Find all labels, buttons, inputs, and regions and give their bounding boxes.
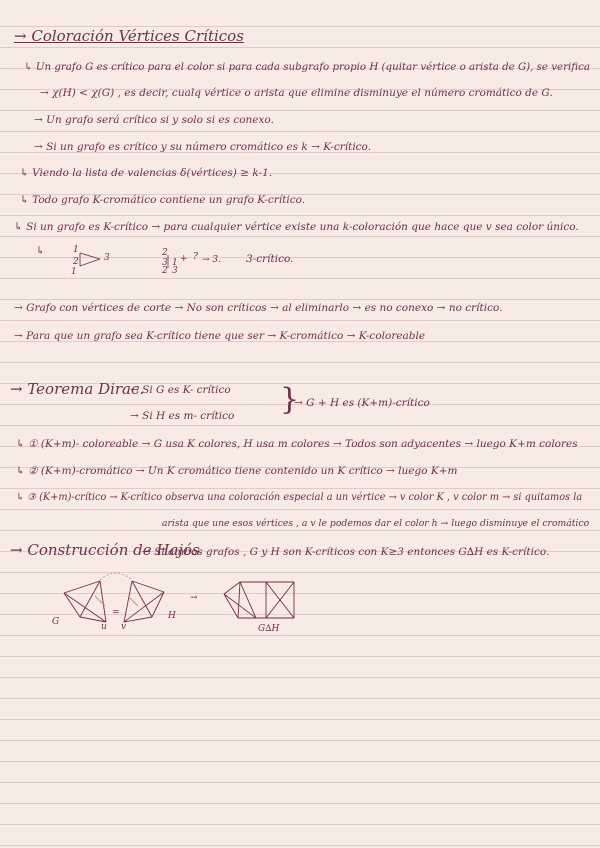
example-vertex-label: 3: [172, 266, 178, 276]
example-vertex-label: 3: [162, 258, 168, 268]
example-text: 3-crítico.: [246, 253, 294, 265]
dirac-step-1: ↳ ① (K+m)- coloreable → G usa K colores, H usa m colores → Todos son adyacentes → luego K+m colores: [16, 438, 578, 450]
critical-def-line2: → χ(H) < χ(G) , es decir, cualq vértice o arista que elimine disminuye el número cromático de G.: [40, 87, 553, 99]
dirac-step-2: ↳ ② (K+m)-cromático → Un K cromático tiene contenido un K crítico → luego K+m: [16, 465, 458, 477]
example-vertex-label: 1: [73, 245, 79, 255]
graph-edge: [224, 582, 240, 594]
hajos-text: → Si ambos grafos , G y H son K-críticos con K≥3 entonces G∆H es K-crítico.: [142, 546, 550, 558]
hajos-label-g: G: [52, 617, 60, 627]
graph-edge: [124, 592, 164, 622]
example-result: → 3.: [202, 255, 221, 265]
graph-edge: [238, 582, 240, 618]
hajos-arrow: →: [190, 593, 198, 603]
graph-edge: [240, 582, 256, 618]
dirac-result: → G + H es (K+m)-crítico: [294, 397, 430, 409]
hajos-label-result: G∆H: [258, 624, 280, 634]
example-question: ?: [193, 252, 198, 262]
example-arrow: ↳: [36, 245, 45, 257]
example-vertex-label: 2: [162, 248, 168, 258]
critical-def-line3: → Un grafo será crítico si y solo si es conexo.: [34, 114, 274, 126]
example-vertex-label: 2: [162, 266, 168, 276]
dirac-brace: }: [280, 382, 300, 417]
graph-edge: [152, 592, 164, 617]
hajos-heading: → Construcción de Hajós: [10, 541, 200, 559]
example-vertex-label: 1: [172, 258, 178, 268]
critical-def-line1: ↳ Un grafo G es crítico para el color si para cada subgrafo propio H (quitar vértice o arista de G), se verifica: [24, 61, 590, 73]
dirac-step-3b: arista que une esos vértices , a v le podemos dar el color h → luego disminuye el cromático: [162, 518, 590, 529]
hajos-label-u: u: [101, 622, 107, 632]
dirac-condition-1: → Si G es K- crítico: [130, 384, 231, 396]
graph-h: [124, 581, 164, 622]
hajos-label-h: H: [168, 611, 176, 621]
graph-edge: [224, 594, 256, 618]
hajos-label-eq: =: [112, 608, 120, 618]
graph-edge: [124, 617, 152, 622]
critical-def-line5: ↳ Viendo la lista de valencias δ(vértices) ≥ k-1.: [20, 167, 273, 179]
graph-g: [64, 581, 106, 622]
dirac-condition-2: → Si H es m- crítico: [130, 410, 235, 422]
dirac-heading: → Teorema Dirac.: [10, 380, 145, 398]
dirac-step-3a: ↳ ③ (K+m)-crítico → K-crítico observa una coloración especial a un vértice → v color K , v color m → si quitamos la: [16, 492, 583, 503]
cut-vertex-line2: → Para que un grafo sea K-crítico tiene que ser → K-cromático → K-coloreable: [14, 330, 426, 342]
example-vertex-label: 1: [71, 267, 77, 277]
graph-edge: [124, 581, 132, 622]
critical-def-line6: ↳ Todo grafo K-cromático contiene un grafo K-crítico.: [20, 194, 306, 206]
critical-def-line7: ↳ Si un grafo es K-crítico → para cualquier vértice existe una k-coloración que hace que v sea color único.: [14, 221, 579, 233]
example-vertex-label: 3: [104, 253, 110, 263]
identify-arc: [100, 573, 132, 580]
critical-def-line4: → Si un grafo es crítico y su número cromático es k → K-crítico.: [34, 141, 372, 153]
cut-vertex-line1: → Grafo con vértices de corte → No son críticos → al eliminarlo → es no conexo → no crítico.: [14, 302, 503, 314]
example-vertex-label: 2: [73, 257, 79, 267]
example-plus: +: [180, 254, 188, 264]
highlight-edge: [128, 596, 138, 606]
highlight-edge: [95, 596, 105, 606]
graph-edge: [224, 594, 238, 618]
hajos-label-v: v: [121, 622, 127, 632]
page-title: → Coloración Vértices Críticos: [14, 27, 244, 45]
graph-edge: [64, 593, 80, 617]
graph-g-hajos-h: [224, 582, 294, 618]
